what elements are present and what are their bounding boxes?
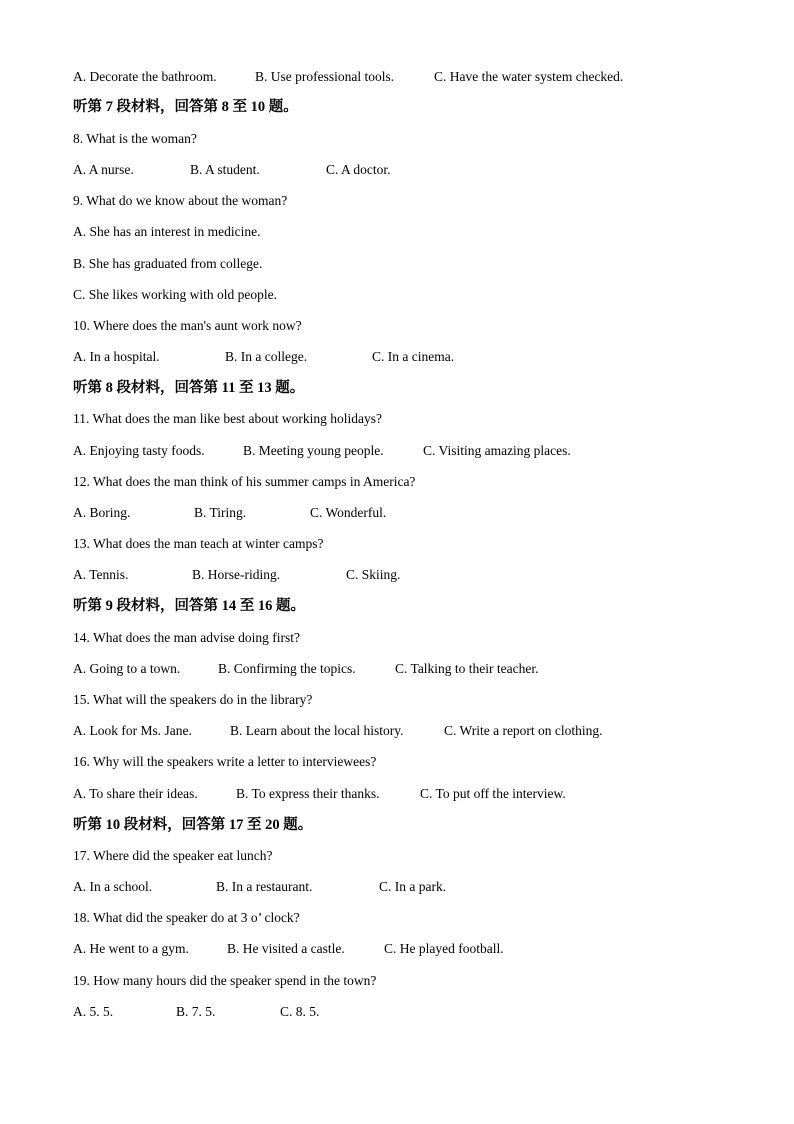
q7-option-c: C. Have the water system checked. — [434, 69, 624, 84]
q10-option-a: A. In a hospital. — [73, 349, 160, 364]
q13-option-a: A. Tennis. — [73, 567, 129, 582]
q15-option-b: B. Learn about the local history. — [230, 723, 404, 738]
q8-option-a: A. A nurse. — [73, 162, 134, 177]
q14-question: 14. What does the man advise doing first? — [73, 630, 300, 645]
q9-option-a: A. She has an interest in medicine. — [73, 224, 261, 239]
q12-option-c: C. Wonderful. — [310, 505, 387, 520]
q16-option-b: B. To express their thanks. — [236, 786, 380, 801]
q15-option-a: A. Look for Ms. Jane. — [73, 723, 192, 738]
q12-option-b: B. Tiring. — [194, 505, 247, 520]
q18-option-a: A. He went to a gym. — [73, 941, 189, 956]
section-8-heading: 听第 8 段材料，回答第 11 至 13 题。 — [73, 380, 305, 396]
q15-option-c: C. Write a report on clothing. — [444, 723, 603, 738]
section-7-heading: 听第 7 段材料，回答第 8 至 10 题。 — [73, 99, 298, 115]
q10-option-c: C. In a cinema. — [372, 349, 455, 364]
q10-question: 10. Where does the man's aunt work now? — [73, 318, 302, 333]
q17-option-b: B. In a restaurant. — [216, 879, 313, 894]
q19-option-b: B. 7. 5. — [176, 1004, 216, 1019]
q16-option-c: C. To put off the interview. — [420, 786, 566, 801]
q9-option-c: C. She likes working with old people. — [73, 287, 277, 302]
q11-question: 11. What does the man like best about working holidays? — [73, 411, 382, 426]
q10-option-b: B. In a college. — [225, 349, 308, 364]
q9-option-b: B. She has graduated from college. — [73, 256, 263, 271]
q8-question: 8. What is the woman? — [73, 131, 197, 146]
q14-option-b: B. Confirming the topics. — [218, 661, 356, 676]
q11-option-c: C. Visiting amazing places. — [423, 443, 571, 458]
q14-option-c: C. Talking to their teacher. — [395, 661, 539, 676]
q12-option-a: A. Boring. — [73, 505, 131, 520]
q18-question: 18. What did the speaker do at 3 o’ clock? — [73, 910, 300, 925]
q18-option-b: B. He visited a castle. — [227, 941, 345, 956]
q19-question: 19. How many hours did the speaker spend in the town? — [73, 973, 377, 988]
q16-option-a: A. To share their ideas. — [73, 786, 198, 801]
q16-question: 16. Why will the speakers write a letter to interviewees? — [73, 754, 377, 769]
q14-option-a: A. Going to a town. — [73, 661, 181, 676]
q7-option-b: B. Use professional tools. — [255, 69, 395, 84]
q18-option-c: C. He played football. — [384, 941, 504, 956]
q13-question: 13. What does the man teach at winter camps? — [73, 536, 324, 551]
q13-option-c: C. Skiing. — [346, 567, 401, 582]
q9-question: 9. What do we know about the woman? — [73, 193, 288, 208]
q17-option-c: C. In a park. — [379, 879, 447, 894]
q19-option-c: C. 8. 5. — [280, 1004, 320, 1019]
q17-option-a: A. In a school. — [73, 879, 153, 894]
q15-question: 15. What will the speakers do in the library? — [73, 692, 313, 707]
q12-question: 12. What does the man think of his summer camps in America? — [73, 474, 416, 489]
q17-question: 17. Where did the speaker eat lunch? — [73, 848, 273, 863]
section-9-heading: 听第 9 段材料，回答第 14 至 16 题。 — [73, 598, 305, 614]
section-10-heading: 听第 10 段材料，回答第 17 至 20 题。 — [73, 817, 313, 833]
q11-option-b: B. Meeting young people. — [243, 443, 384, 458]
q8-option-b: B. A student. — [190, 162, 260, 177]
q8-option-c: C. A doctor. — [326, 162, 391, 177]
q7-option-a: A. Decorate the bathroom. — [73, 69, 217, 84]
q11-option-a: A. Enjoying tasty foods. — [73, 443, 205, 458]
q19-option-a: A. 5. 5. — [73, 1004, 114, 1019]
q13-option-b: B. Horse-riding. — [192, 567, 281, 582]
